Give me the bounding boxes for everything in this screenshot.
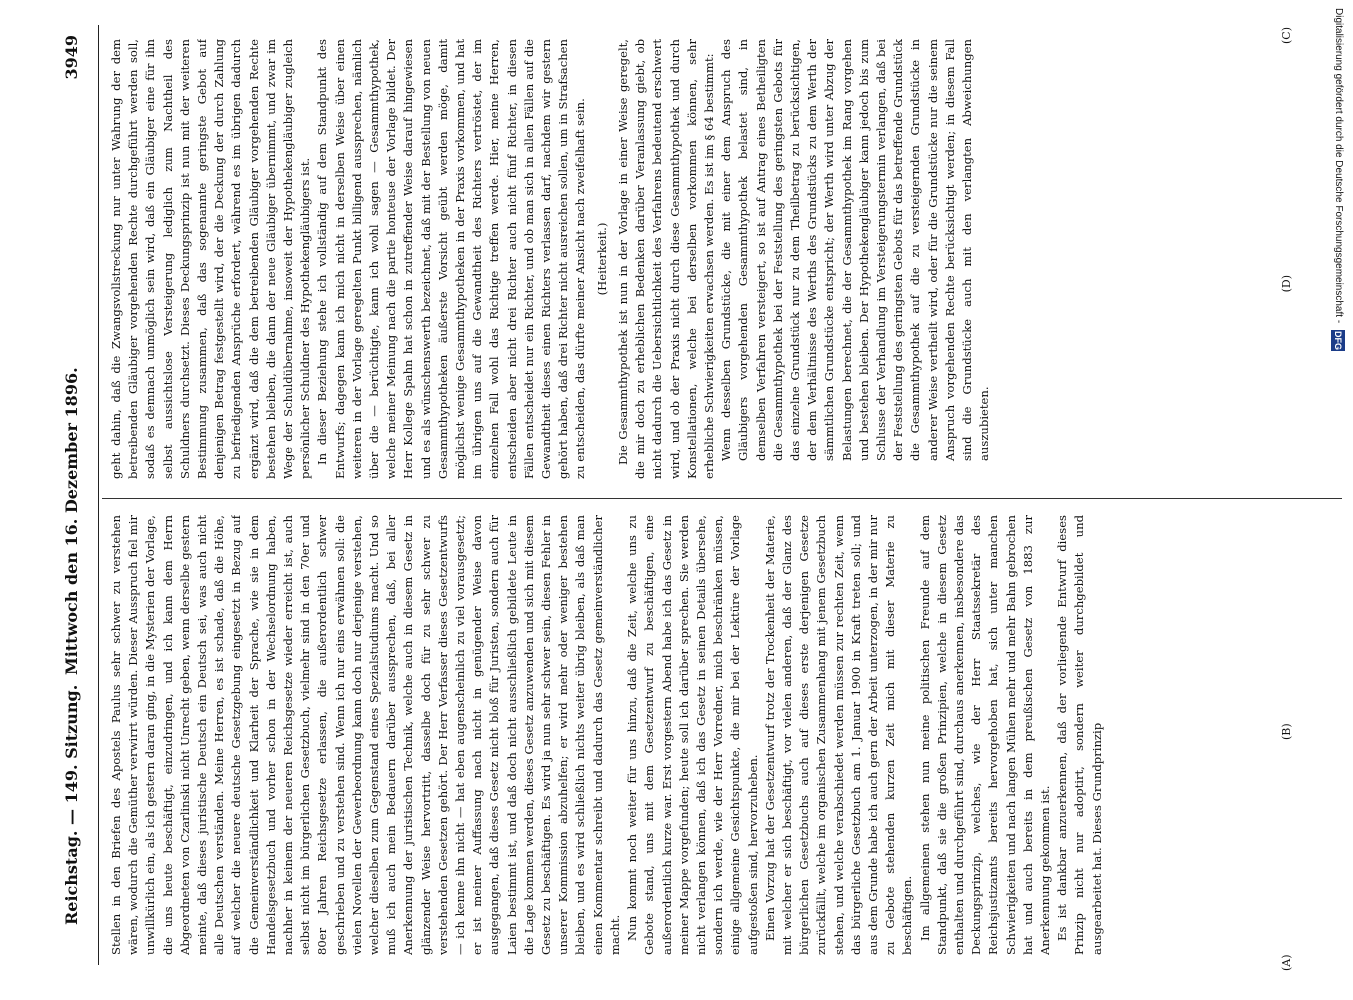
right-column [108, 39, 1338, 479]
digitization-text: Digitalisierung gefördert durch die Deutsche Forschungsgemeinschaft - [1333, 8, 1344, 324]
paragraph: Stellen in den Briefen des Apostels Paulus sehr schwer zu verstehen wären, wodurch die Gemüther verwirrt würden. Dieser Ausspruch fiel mir unwillkürlich ein, als ich gestern daran ging, in die Mysterien der Vorlage, die uns heute beschäftigt, einzudringen, und ich kann dem Herrn Abgeordneten von Czarlinski nicht Unrecht geben, wenn derselbe gestern meinte, daß dieses juristische Deutsch ein Deutsch sei, was auch nicht alle Deutschen verständen. Meine Herren, es ist schade, daß die Höhe, auf welcher die neuere deutsche Gesetzgebung eingesetzt in Bezug auf die Gemeinverständlichkeit und Klarheit der Sprache, wie sie in dem Handelsgesetzbuch und vorher schon in der Wechselordnung haben, nachher in keinem der neueren Reichsgesetze wieder erreicht ist, auch selbst nicht im bürgerlichen Gesetzbuch, vielmehr sind in den 70er und 80er Jahren Reichsgesetze erlassen, die außerordentlich schwer geschrieben und zu verstehen sind. Wenn ich nur eins erwähnen soll: die vielen Novellen der Gewerbeordnung kann doch nur derjenige verstehen, welcher dieselben zum Gegenstand eines Spezialstudiums macht. Und so muß ich auch mein Bedauern darüber aussprechen, daß, bei aller Anerkennung der juristischen Technik, welche auch in diesem Gesetz in glänzender Weise hervortritt, dasselbe doch für zu sehr schwer zu verstehenden Gesetzen gehört. Der Herr Verfasser dieses Gesetzentwurfs — ich kenne ihn nicht — hat eben augenscheinlich zu viel vorausgesetzt; er ist meiner Auffassung nach nicht in genügender Weise davon ausgegangen, daß dieses Gesetz nicht bloß für Juristen, sondern auch für Laien bestimmt ist, und daß doch nicht ausschließlich gebildete Leute in die Lage kommen werden, dieses Gesetz anzuwenden und sich mit diesem Gesetz zu beschäftigen. Es wird ja nun sehr schwer sein, diesen Fehler in unserer Kommission abzuhelfen; er wird mehr oder weniger bestehen bleiben, und es wird schließlich nichts weiter übrig bleiben, als daß man einen Kommentar schreibt und dadurch das Gesetz gemeinverständlicher macht. [109, 515, 622, 955]
digitization-note [1331, 8, 1345, 351]
paragraph: Im allgemeinen stehen nun meine politischen Freunde auf dem Standpunkt, daß sie die großen Prinzipien, welche in diesem Gesetz enthalten und durchgeführt sind, durchaus anerkennen, insbesondere das Deckungsprinzip, welches, wie der Herr Staatssekretär des Reichsjustizamts bereits hervorgehoben hat, sich unter manchen Schwierigkeiten und nach langen Mühen mehr und mehr Bahn gebrochen hat und auch bereits in dem preußischen Gesetz von 1883 zur Anerkennung gekommen ist. [917, 515, 1052, 955]
marker-b: (B) [1280, 723, 1293, 740]
left-column [108, 515, 1338, 955]
marker-d: (D) [1280, 275, 1293, 293]
header-date: Mittwoch den 16. Dezember 1896. [62, 367, 81, 675]
marker-a: (A) [1280, 954, 1293, 971]
paragraph: Einen Vorzug hat der Gesetzentwurf trotz der Trockenheit der Materie, mit welcher er sich beschäftigt, vor vielen anderen, daß der Glanz des bürgerlichen Gesetzbuchs auch auf dieses erste derjenigen Gesetze zurückfällt, welche im organischen Zusammenhang mit jenem Gesetzbuch stehen, und welche verabschiedet werden müssen zur rechten Zeit, wenn das bürgerliche Gesetzbuch am 1. Januar 1900 in Kraft treten soll; und aus dem Grunde habe ich auch gern der Arbeit unterzogen, in der mir nur zu Gebote stehenden kurzen Zeit mich mit dieser Materie zu beschäftigen. [762, 515, 915, 955]
rotated-page [50, 25, 1350, 971]
paragraph: Nun kommt noch weiter für uns hinzu, daß die Zeit, welche uns zu Gebote stand, uns mit dem Gesetzentwurf zu beschäftigen, eine außerordentlich kurze war. Erst vorgestern Abend habe ich das Gesetz in meiner Mappe vorgefunden; heute soll ich darüber sprechen. Sie werden nicht verlangen können, daß ich das Gesetz in seinen Details übersehe, sondern ich werde, wie der Herr Vorredner, mich beschränken müssen, einige allgemeine Gesichtspunkte, die mir bei der Lektüre der Vorlage aufgestoßen sind, hervorzuheben. [625, 515, 760, 955]
header-rule [98, 25, 99, 965]
dfg-logo: DFG [1333, 330, 1343, 350]
quoted-paragraph: Wenn desselben Grundstücke, die mit einer dem Anspruch des Gläubigers vorgehenden Gesammthypothek belastet sind, in demselben Verfahren versteigert, so ist auf Antrag eines Betheiligten die Gesammthypothek bei der Feststellung des geringsten Gebots für das einzelne Grundstück nur zu dem Theilbetrag zu berücksichtigen, der dem Verhältnisse des Werths des Grundstücks zu dem Werth der sämmtlichen Grundstücke entspricht; der Werth wird unter Abzug der Belastungen berechnet, die der Gesammthypothek im Rang vorgehen und bestehen bleiben. Der Hypothekengläubiger kann jedoch bis zum Schlusse der Verhandlung im Versteigerungstermin verlangen, daß bei der Feststellung des geringsten Gebots für das betreffende Grundstück die Gesammthypothek auf die zu versteigernden Grundstücke in anderer Weise vertheilt wird, oder für die Grundstücke nur die seinem Anspruch vorgehenden Rechte berücksichtigt werden; in diesem Fall sind die Grundstücke auch mit den verlangten Abweichungen auszubieten. [719, 39, 992, 461]
page-header [50, 25, 96, 965]
page-number: 3949 [62, 35, 81, 80]
marker-c: (C) [1280, 27, 1293, 44]
paragraph: In dieser Beziehung stehe ich vollständig auf dem Standpunkt des Entwurfs; dagegen kann ich mich nicht in derselben Weise über einen weiteren in der Vorlage geregelten Punkt billigend aussprechen, nämlich über die — berüchtigte, kann ich wohl sagen — Gesammthypothek, welche meiner Meinung nach die partie honteuse der Vorlage bildet. Der Herr Kollege Spahn hat schon in zutreffender Weise darauf hingewiesen und es als wünschenswerth bezeichnet, daß mit der Bestellung von neuen Gesammthypotheken äußerste Vorsicht geübt werden möge, damit möglichst wenige Gesammthypotheken in der Praxis vorkommen, und hat im übrigen uns auf die Gewandtheit des Richters vertröstet, der im einzelnen Fall wohl das Richtige treffen werde. Hier, meine Herren, entscheiden aber nicht drei Richter auch nicht fünf Richter, in diesen Fällen entscheidet nur ein Richter, und ob man sich in allen Fällen auf die Gewandtheit dieses einen Richters verlassen darf, nachdem wir gestern gehört haben, daß drei Richter nicht ausreichen sollen, um in Strafsachen zu entscheiden, das dürfte meiner Ansicht nach zweifelhaft sein. [315, 39, 588, 479]
paragraph: geht dahin, daß die Zwangsvollstreckung nur unter Wahrung der dem betreibenden Gläubiger vorgehenden Rechte durchgeführt werden soll, sodaß es demnach unmöglich sein wird, daß ein Gläubiger eine für ihn selbst aussichtslose Versteigerung lediglich zum Nachtheil des Schuldners durchsetzt. Dieses Deckungsprinzip ist nun mit der weiteren Bestimmung zusammen, daß das sogenannte geringste Gebot auf denjenigen Betrag festgestellt wird, der die Deckung der durch Zahlung zu befriedigenden Ansprüche erfordert, während es im übrigen dadurch ergänzt wird, daß die dem betreibenden Gläubiger vorgehenden Rechte bestehen bleiben, die dann der neue Gläubiger übernimmt, und zwar im Wege der Schuldübernahme, insoweit der Hypothekengläubiger zugleich persönlicher Schuldner des Hypothekengläubigers ist. [109, 39, 313, 479]
paragraph: Es ist dankbar anzuerkennen, daß der vorliegende Entwurf dieses Prinzip nicht nur adoptirt, sondern weiter durchgebildet und ausgearbeitet hat. Dieses Grundprinzip [1055, 515, 1104, 955]
column-divider [102, 498, 1342, 499]
header-left: Reichstag. — 149. Sitzung. [62, 684, 81, 925]
interjection: (Heiterkeit.) [594, 222, 609, 296]
paragraph: Die Gesammthypothek ist nun in der Vorlage in einer Weise geregelt, die mir doch zu erheblichen Bedenken darüber Veranlassung giebt, ob nicht dadurch die Uebersichtlichkeit des Verfahrens bedeutend erschwert wird, und ob der Praxis nicht durch diese Gesammthypothek und durch Konstellationen, welche bei derselben vorkommen können, sehr erhebliche Schwierigkeiten erwachsen werden. Es ist im § 64 bestimmt: [615, 39, 716, 479]
